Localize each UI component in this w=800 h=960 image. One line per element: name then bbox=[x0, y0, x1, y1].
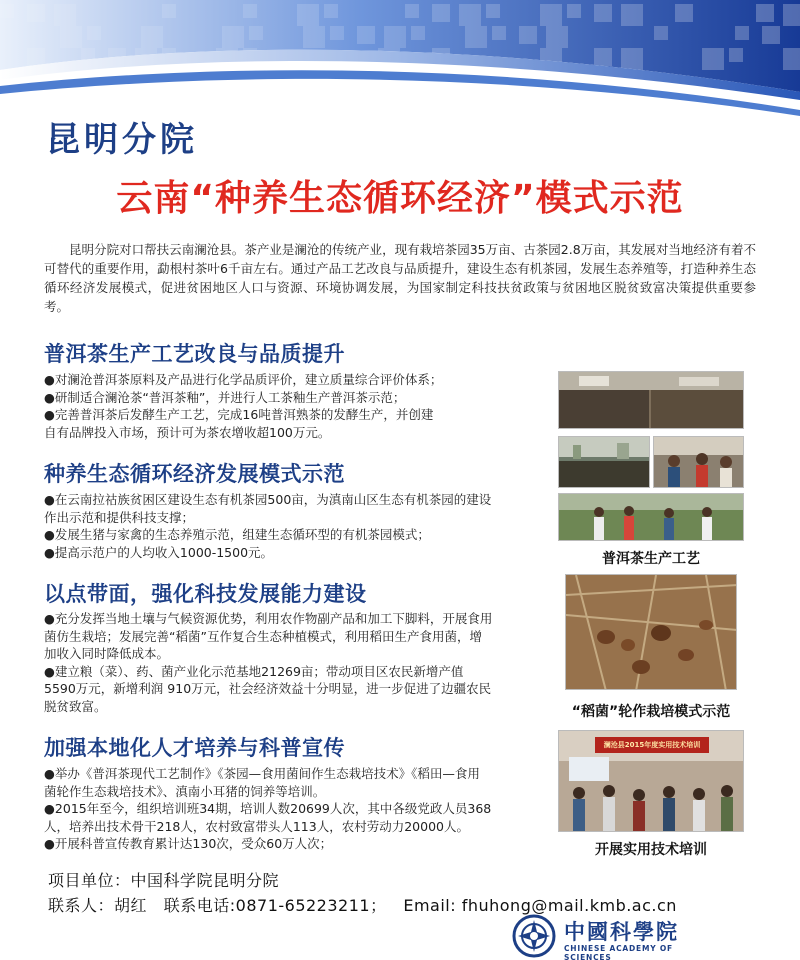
banner-square bbox=[621, 4, 643, 26]
banner-square bbox=[729, 48, 743, 62]
banner-square bbox=[324, 4, 338, 18]
section-line: ●在云南拉祜族贫困区建设生态有机茶园500亩，为滇南山区生态有机茶园的建设 bbox=[44, 492, 492, 507]
photo-caption-tea: 普洱茶生产工艺 bbox=[602, 551, 700, 567]
cas-logo-cn: 中國科學院 bbox=[564, 919, 679, 944]
section-body-eco-cycle bbox=[44, 491, 491, 561]
banner-square bbox=[249, 26, 263, 40]
contact-info: 联系人：胡红 联系电话:0871-65223211； Email: fhuhong@mail.kmb.ac.cn bbox=[48, 896, 677, 915]
section-heading-tea-process: 普洱茶生产工艺改良与品质提升 bbox=[44, 342, 345, 366]
training-banner-text: 澜沧县2015年度实用技术培训 bbox=[603, 741, 701, 749]
banner-square bbox=[735, 26, 749, 40]
section-line: ●举办《普洱茶现代工艺制作》《茶园—食用菌间作生态栽培技术》《稻田—食用 bbox=[44, 766, 480, 781]
banner-square bbox=[783, 4, 800, 26]
banner-square bbox=[654, 26, 668, 40]
banner-square bbox=[519, 26, 537, 44]
banner-square bbox=[762, 26, 780, 44]
page-title: 云南“种养生态循环经济”模式示范 bbox=[116, 178, 684, 219]
section-line: 菌仿生栽培；发展完善“稻菌”互作复合生态种植模式，利用稻田生产食用菌，增 bbox=[44, 628, 482, 644]
banner-square bbox=[675, 4, 693, 22]
section-line: 加收入同时降低成本。 bbox=[44, 646, 170, 661]
banner-square bbox=[54, 4, 76, 26]
banner-square bbox=[357, 26, 375, 44]
section-line: 脱贫致富。 bbox=[44, 698, 107, 714]
banner-square bbox=[594, 48, 612, 66]
banner-square bbox=[594, 4, 612, 22]
banner-square bbox=[492, 26, 506, 40]
section-heading-capacity: 以点带面，强化科技发展能力建设 bbox=[44, 582, 367, 606]
banner-square bbox=[756, 4, 774, 22]
mushroom-photo bbox=[565, 574, 737, 690]
tea-fermentation-photo bbox=[558, 436, 650, 488]
section-line: ●开展科普宣传教育累计达130次，受众60万人次； bbox=[44, 836, 333, 851]
banner-square bbox=[162, 4, 176, 18]
section-line: 自有品牌投入市场，预计可为茶农增收超100万元。 bbox=[44, 424, 331, 440]
org-title: 昆明分院 bbox=[46, 120, 198, 160]
banner-square bbox=[546, 26, 568, 48]
banner-square bbox=[297, 4, 319, 26]
banner-square bbox=[330, 26, 344, 40]
section-line: ●对澜沧普洱茶原料及产品进行化学品质评价，建立质量综合评价体系； bbox=[44, 372, 443, 387]
tea-workers-photo bbox=[653, 436, 744, 488]
banner-square bbox=[405, 4, 419, 18]
section-line: ●研制适合澜沧茶“普洱茶釉”，并进行人工茶釉生产普洱茶示范； bbox=[44, 389, 406, 405]
banner-square bbox=[459, 4, 481, 26]
cas-emblem-icon bbox=[512, 914, 556, 958]
intro-paragraph: 昆明分院对口帮扶云南澜沧县。茶产业是澜沧的传统产业，现有栽培茶园35万亩、古茶园2.8万亩，其发展对当地经济有着不可替代的重要作用，勐根村茶叶6千亩左右。通过产品工艺改良与品质提升，建设生态有机茶园，发展生态养殖等，打造种养生态循环经济发展模式，促进贫困地区人口与资源、环境协调发展，为国家制定科技扶贫政策与贫困地区脱贫致富决策提供重要参考。 bbox=[44, 242, 756, 314]
section-line: ●提高示范户的人均收入1000-1500元。 bbox=[44, 544, 274, 560]
project-unit: 项目单位：中国科学院昆明分院 bbox=[48, 871, 280, 890]
banner-square bbox=[411, 26, 425, 40]
banner-square bbox=[432, 4, 450, 22]
banner-square bbox=[567, 4, 581, 18]
section-line: 菌轮作生态栽培技术》、滇南小耳猪的饲养等培训。 bbox=[44, 783, 326, 799]
header-banner bbox=[0, 0, 800, 130]
tea-workshop-photo bbox=[558, 371, 744, 429]
section-heading-training: 加强本地化人才培养与科普宣传 bbox=[44, 736, 345, 760]
training-photo bbox=[558, 730, 744, 832]
banner-square bbox=[60, 26, 82, 48]
section-line: ●建立粮（菜）、药、菌产业化示范基地21269亩；带动项目区农民新增产值 bbox=[44, 663, 464, 679]
section-line: 人，培养出技术骨干218人，农村致富带头人113人，农村劳动力20000人。 bbox=[44, 818, 469, 834]
section-body-tea-process bbox=[44, 371, 442, 441]
section-line: ●完善普洱茶后发酵生产工艺，完成16吨普洱熟茶的发酵生产，并创建 bbox=[44, 407, 434, 422]
section-line: 5590万元，新增利润 910万元，社会经济效益十分明显，进一步促进了边疆农民 bbox=[44, 681, 492, 696]
banner-square bbox=[222, 26, 244, 48]
banner-square bbox=[621, 48, 643, 70]
banner-square bbox=[783, 48, 800, 70]
cas-logo-en: CHINESE ACADEMY OF SCIENCES bbox=[564, 944, 673, 960]
banner-square bbox=[540, 4, 562, 26]
photo-caption-mushroom: “稻菌”轮作栽培模式示范 bbox=[571, 704, 731, 720]
banner-square bbox=[303, 26, 325, 48]
section-line: ●发展生猪与家禽的生态养殖示范，组建生态循环型的有机茶园模式； bbox=[44, 527, 430, 542]
banner-square bbox=[702, 48, 724, 70]
section-body-training bbox=[44, 765, 491, 853]
banner-square bbox=[87, 26, 101, 40]
banner-square bbox=[465, 26, 487, 48]
banner-square bbox=[141, 26, 163, 48]
banner-square bbox=[0, 4, 14, 18]
banner-square bbox=[243, 4, 257, 18]
section-heading-eco-cycle: 种养生态循环经济发展模式示范 bbox=[44, 462, 345, 486]
cas-logo bbox=[512, 914, 722, 958]
banner-square bbox=[27, 4, 45, 22]
banner-square bbox=[27, 48, 45, 66]
section-line: ●充分发挥当地土壤与气候资源优势，利用农作物副产品和加工下脚料，开展食用 bbox=[44, 611, 493, 626]
banner-square bbox=[384, 26, 406, 48]
section-body-capacity bbox=[44, 610, 492, 715]
banner-square bbox=[486, 4, 500, 18]
tea-garden-visit-photo bbox=[558, 493, 744, 541]
section-line: ●2015年至今，组织培训班34期，培训人数20699人次，其中各级党政人员368 bbox=[44, 801, 492, 816]
section-line: 作出示范和提供科技支撑； bbox=[44, 509, 195, 525]
photo-caption-training: 开展实用技术培训 bbox=[595, 842, 707, 858]
